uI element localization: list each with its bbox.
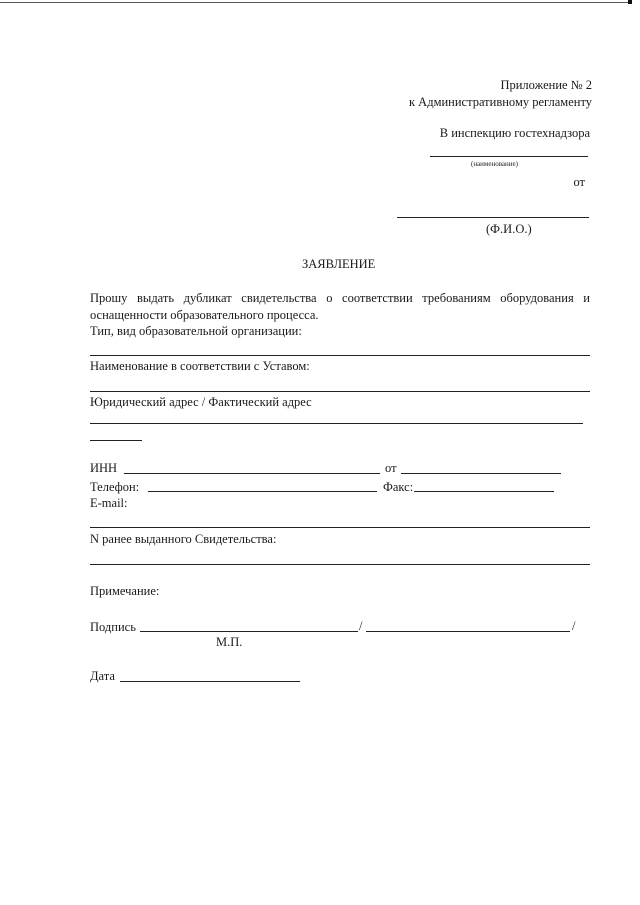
document-title: ЗАЯВЛЕНИЕ: [302, 257, 376, 271]
org-type-line: [90, 355, 590, 356]
from-label: от: [573, 175, 585, 189]
signature-line: [140, 631, 358, 632]
note-label: Примечание:: [90, 584, 160, 598]
prev-cert-label: N ранее выданного Свидетельства:: [90, 532, 277, 546]
signature-label: Подпись: [90, 620, 136, 634]
inn-from-label: от: [385, 461, 397, 475]
signature-name-line: [366, 631, 570, 632]
regulation-label: к Административному регламенту: [408, 95, 592, 109]
date-label: Дата: [90, 669, 115, 683]
prev-cert-line: [90, 564, 590, 565]
email-line: [90, 527, 590, 528]
inspection-name-line: [430, 156, 588, 157]
inn-label: ИНН: [90, 461, 118, 475]
scan-corner-mark: [628, 0, 632, 4]
fio-caption: (Ф.И.О.): [486, 222, 532, 236]
appendix-label: Приложение № 2: [500, 78, 592, 92]
signature-separator-1: /: [359, 619, 363, 633]
address-line-2: [90, 440, 142, 441]
name-caption: (наименование): [471, 160, 518, 168]
org-type-label: Тип, вид образовательной организации:: [90, 324, 302, 338]
applicant-fio-line: [397, 217, 589, 218]
addressee-label: В инспекцию гостехнадзора: [439, 126, 590, 140]
top-scan-edge: [0, 2, 632, 3]
email-label: E-mail:: [90, 496, 128, 510]
address-line-1: [90, 423, 583, 424]
date-line: [120, 681, 300, 682]
charter-name-label: Наименование в соответствии с Уставом:: [90, 359, 310, 373]
fax-label: Факс:: [383, 480, 414, 494]
phone-line: [148, 491, 377, 492]
address-label: Юридический адрес / Фактический адрес: [90, 395, 312, 409]
inn-line: [124, 473, 380, 474]
fax-line: [414, 491, 554, 492]
request-line-2: оснащенности образовательного процесса.: [90, 308, 319, 322]
inn-date-line: [401, 473, 561, 474]
stamp-place-label: М.П.: [216, 635, 243, 649]
signature-separator-2: /: [572, 619, 576, 633]
request-line-1: Прошу выдать дубликат свидетельства о соответствии требованиям оборудования и: [90, 291, 590, 305]
phone-label: Телефон:: [90, 480, 140, 494]
charter-name-line: [90, 391, 590, 392]
